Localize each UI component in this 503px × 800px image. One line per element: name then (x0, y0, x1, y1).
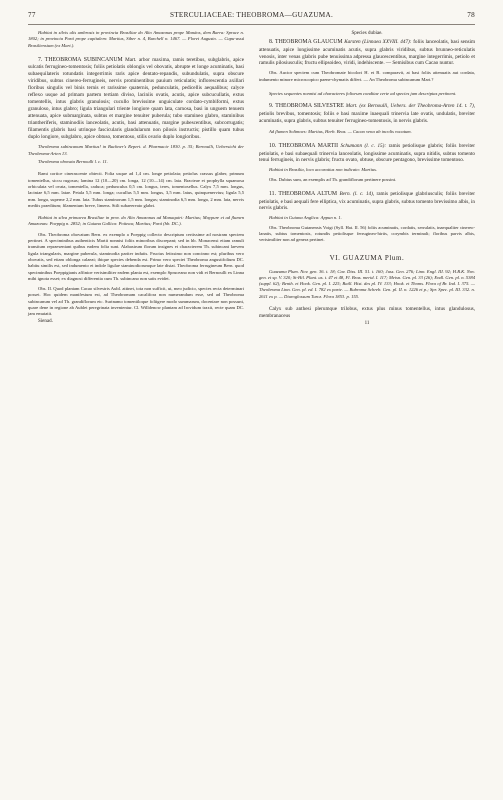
species-11-observation: Obs. Theobroma Guianensis Voigt (Syll. Hat. II. 56) foliis acuminatis, cordatis, serrulatis, inaequaliter cinereo-lanatis, subtus tomentosis, rotundis petiolisque ferrugineo-hirtis, corymbis terminali; floribus parvis albis, verisimiliter non ad genera pertinet. (259, 224, 475, 243)
species-8-text: foliis lanceolatis, basi sensim attenuatis, apice longissime acuminatis acutis, supra glabris viridibus, subtus brunneo-reticulatis venosis, inter venas glabris pube tenuissima adpressa glaucescentibus, margine integerrimis, petiolo et ramulis pilosiusculis; fructu ellipsoideo, viridi, indehiscente. — Semisibus cum Cacao nuntur. (259, 39, 476, 67)
running-title: STERCULIACEAE: THEOBROMA—GUAZUMA. (169, 11, 334, 19)
species-9-habitat: Ad flumen Solimoes: Martius, Herb. Bras. — Cacao vena ab incolis vocatum. (269, 128, 412, 134)
species-9-author: Mart. (ex Bernoulli, Uebers. der Theobroma-Arten 14. t. 7), (345, 103, 475, 110)
observation-1: Obs. Theobroma obovatum Bern. ex exemplo a Poeppig collecto descriptum certissime ad nostram speciem pertinet. A speciminibus authenticis Martii nonnisi foliis minoribus discrepant; sed in hb. Monacensi etiam ramuli transitum repraesentant quibus eadem folia sunt. Alabastrum florum insignes et characterem Th. subincani laevem ligula triangularis, margine puberula, staminodia pariter indutis. Fructus fetissimo non concinno est; pluribus vero obovatis, sed etiam oblonga calaeat; ibique species debenda est. Primo vero speciei Theobroma angustifolium DC. habitu similis est, sed indumento et indole ligulae staminodiorumque late distat. Theobroma ferrugineum Bern. quod speciminibus Poeppigianis affinioe verisimiliter eadem planta est, exemplo Spruceano non vidi et Bernoulli ex Linna mihi ignota esset; ex diagnosi differentia cum Th. subincano non satis evidet. (28, 231, 244, 281)
species-11-description (259, 191, 475, 212)
species-9-title: 9. THEOBROMA SILVESTRE (269, 103, 344, 110)
dubious-species-note: Species sequentes nonnisi ad characteres foliorum conditae certe ad species jam descriptas pertinent. (269, 90, 457, 96)
species-10-observation: Obs. Dubius sum, an exemplis ad Th. grandiflorum pertinere possint. (269, 176, 397, 182)
habitat-paragraph: Habitat in silvis ulis umbrosis in provincia Brasiliae do Alto Amazonas prope Manáos, dem Barra: Spruce n. 1802; in provincia Pará prope capitalem: Martius, Siber n. 4, Burchell n. 1467. — Floret Augusto. — Cupu-assú Brasiliensium (ex Mart.). (28, 30, 244, 48)
species-8-title: 8. THEOBROMA GLAUCUM (269, 39, 343, 45)
species-11-habitat: Habitat in Guiana Anglica: Appun n. 1. (269, 215, 342, 221)
species-8-observation: Obs. Auctor speciem cum Theobromate bicolori H. et B. comparavit, at basi foliis attenuatis aut cordata, indumento minore microscopico paene-chymatis differt. — An Theobroma subincanum Mart.? (259, 70, 475, 82)
right-column (259, 30, 475, 327)
sheet-number: 11 (364, 320, 370, 326)
species-7-text: arbor maxima, ramis teretibus, subglabris, apice sulcatis ferrugineo-tomentosis; foliis petiolatis oblongis vel obovatis, abrupte et longe acuminatis, basi subaequilateris rotundatis integerrimis raris apice dentato-repandis, subundulatis, supra obscure viridibus, subtus cinereo-ferrugineis, nervis prominentibus pauium reticulatis; inflorescentia axillari floribus singulis vel binis ternis et rarissime quaternis, pedunculatis, pedicellis aequalibus; calyce reflexo usque ad primam partem tertiam diviso, laciniis ovatis, acutis, apice subcucullatis, extus tomentellis, intus glabris granulosis; cucullo brevissime unguiculate cordato-cymbiformi, extus granuloso, intus glabro; ligula triangulari triente longiore quam lata, carnosa, basi in unguem tenuem attenuata, apice submarginata, subtus et margine tenuiter puberula; tubo stamineo glabro, staminibus triantheriferis, staminodiis lanceolatis, acutis, basi attenuatis, margine pubescentibus, subcorrugatis; filamentis glabris basi utrinque fascicularis glandularum non pilosis instructis; pistillo quam tubus duplo longiore, subglabro, apice obtuso, tomentoso, stilis ovario duplo longioribus. (28, 56, 245, 140)
species-7-author: Mart. (125, 56, 137, 63)
observation-2: Obs. II. Quod plantam Cacao silvestris Aubl. attinet, tota non sufficit, ut, meo judicio, species recta determinari posset. Hoc quidem manifestum est, ad Theobromam cacalifora non numerandum esse, sed ad Theobroma subincanum vel ad Th. grandiflorum etc. Surinamo tomentiloque foliigere modo summarum, docentare non possunt, quare dene in regione ab Aublet peregrinata invenientur. Cl. Willdenow plantam ad Irovidum traxit, recte quam DC. jam emutatit. (28, 286, 244, 317)
synonym-1: Theobroma subincanum Martius! in Buchner's Repert. d. Pharmacie 1830. p. 35; Bernoulli, Uebersicht der Theobroma-Arten 13. (28, 144, 244, 156)
habitat-paragraph-2: Habitat in silva primaeva Brasiliae in prov. do Alto Amazonas ad Manaquiri: Martius; Maypure et ad flumen Amazonas: Poeppig n. 2852; in Guiana Gallica: Poiteau; Martius; Pará (hb. DC.). (28, 215, 244, 227)
calyx-description: Calyx sub anthesi plerumque trilobus, extus plus minus tomentellus, intus glandulosus, membranaceus (259, 305, 475, 319)
page-number-left: 77 (28, 11, 36, 19)
guazuma-references: Guazuma Plum. Nov. gen. 36. t. 18; Cav. Diss. III. 51. t. 160; Juss. Gen. 276; Linn. Engl. III. 92; H.B.K. Nov. gen. et sp. V. 320; St-Hil. Plant. us. t. 47 et 48, Fl. Bras. merid. I. 117; Meisn. Gen. pl. 33 (26); Endl. Gen. pl. n. 5384 (suppl. 62); Benth. et Hook. Gen. pl. I. 225; Baill. Hist. des pl. IV. 133; Hook. et Thoms. Flora of Br. Ind. I. 375. — Theobroma Linn. Gen. pl. ed. I. 782 ex parte. — Bubroma Schreb. Gen. pl. II. n. 1226 et p.; Spr. Spec. pl. III. 332. n. 2611 ex p. — Diuroglossum Turcz. Flora 1853. p. 155. (259, 268, 475, 299)
header-rule (28, 24, 475, 25)
running-header (28, 11, 475, 23)
species-10-author: Schumann (l. c. 15): (340, 142, 387, 149)
section-heading-guazuma (259, 254, 475, 263)
species-11-text: ramis petiolisque glabriusculis; foliis breviter petiolatis, e basi aequali fere elliptica, vix acuminatis, supra glabris, subtus tomento brevissimo albis, in nervis glabris. (259, 190, 475, 212)
species-10-description (259, 143, 475, 164)
species-7-title: 7. THEOBROMA SUBINCANUM (38, 56, 123, 63)
species-10-habitat: Habitat in Brasilia, loco accuratius non indicato: Martius. (269, 167, 378, 173)
section-author: Plum. (384, 253, 405, 262)
species-8-author: Karsten (Linnaea XXVIII. 447): (344, 39, 412, 45)
species-7-description (28, 57, 244, 141)
species-9-text: petiolis brevibus, tomentosis; foliis e basi maxime inaequali trinervia late ovatis, undulatis, breviter acuminatis, supra glabris, subtus tenuiter ferrugineo-tomentosis, in nervis glabris. (259, 110, 475, 124)
species-11-title: 11. THEOBROMA ALTUM (269, 190, 338, 197)
morphology-notes: Rami cortice cinerascente obtecti. Folia usque ad 1,4 cm. longe petiolata; petiolus crassus glaber, primum tomentellus, siccu rugosus; lamina 12 (10—20) cm. longa, 12 (10—14) cm. lata. Bracteae et prophylla squamosa orbiculata vel ovata, tomentella, caduca; pedunculus 0,5 cm. longus, teres, tomentosellus. Calyx 7,5 mm. longus, laciniae 6,5 mm. latae. Petala 5,5 mm. longa; cucullus 5,5 mm. longus, 3,5 mm. latus, quinquenervius; ligula 5,5 mm. longa, superne 2,2 mm. lata. Tubus staminorum 1,5 mm. longus; staminodia 6,5 mm. longa, 2 mm. lata, nervis mediis praeditum; filamentum breve, limens. Stili subaeereato glabri. (28, 171, 244, 208)
species-8-description (259, 39, 475, 67)
species-9-description (259, 103, 475, 124)
species-10-text: ramis petiolisque glabris; foliis breviter petiolatis, e basi subaequali trinervia lanceolatis, longissime acuminatis, supra nitidis, subtus tomento tenui ferrugineis, in nervis glabris; fructu ovato, obtuse, obscure pentagono, brevissime tomentoso. (259, 142, 476, 164)
page-signature: Sienad. (38, 318, 53, 324)
species-dubiae-heading: Species dubiae. (351, 31, 383, 36)
left-column (28, 30, 244, 325)
page-number-right: 78 (467, 11, 475, 19)
section-title: VI. GUAZUMA (329, 253, 383, 262)
species-10-title: 10. THEOBROMA MARTII (269, 142, 338, 149)
synonym-2: Theobroma obovata Bernoulli l. c. 11. (38, 159, 108, 165)
species-11-author: Bern. (l. c. 14), (339, 190, 375, 197)
